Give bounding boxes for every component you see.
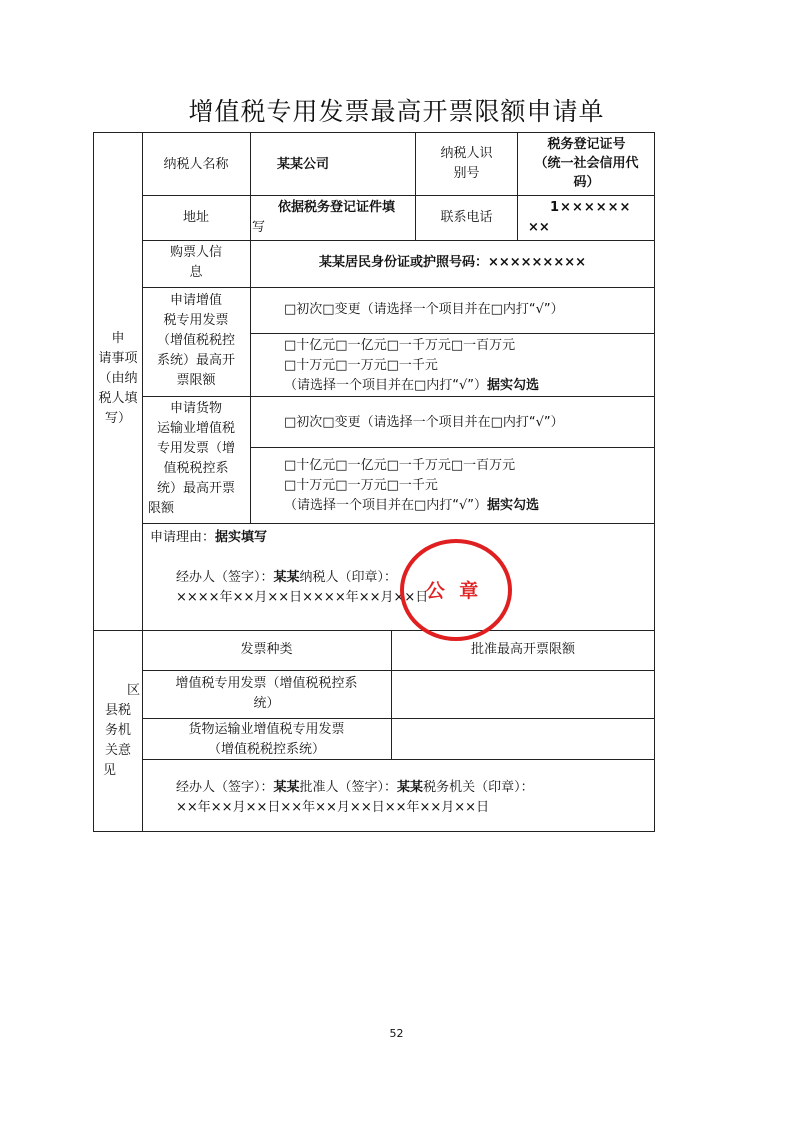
cargo-apply-type-option[interactable]: □初次□变更（请选择一个项目并在□内打“√”）: [284, 415, 564, 430]
tax-office-side-label: 区 县税 务机 关意 见: [103, 683, 140, 778]
page-title: 增值税专用发票最高开票限额申请单: [188, 97, 605, 126]
taxpayer-name-label: 纳税人名称: [163, 157, 229, 172]
buyer-label: 购票人信 息: [169, 245, 222, 280]
page-number: 52: [389, 1027, 404, 1040]
buyer-value: 某某居民身份证或护照号码：×××××××××: [318, 255, 587, 270]
approved-limit-header: 批准最高开票限额: [470, 642, 575, 657]
seal-text: 公 章: [425, 580, 483, 602]
tax-office-date: ××年××月××日××年××月××日××年××月××日: [176, 800, 490, 815]
taxpayer-id-label: 纳税人识 别号: [440, 146, 493, 181]
cargo-amount-options[interactable]: □十亿元□一亿元□一千万元□一百万元 □十万元□一万元□一千元 （请选择一个项目并在□内打“√”）据实勾选: [284, 458, 540, 513]
grid-line: [142, 670, 655, 671]
application-side-label: 申 请事项 （由纳 税人填 写）: [98, 331, 138, 426]
invoice-type-cargo: 货物运输业增值税专用发票 （增值税税控系统）: [188, 722, 345, 757]
grid-line: [250, 447, 655, 448]
grid-line: [142, 195, 655, 196]
tax-office-signature: 经办人（签字）：某某批准人（签字）：某某税务机关（印章）：: [176, 780, 534, 795]
grid-line: [250, 133, 251, 523]
vat-limit-label: 申请增值 税专用发票 （增值税税控 系统）最高开 票限额: [156, 293, 235, 388]
taxpayer-id-value: 税务登记证号 （统一社会信用代 码）: [534, 137, 639, 190]
address-value: 依据税务登记证件填 写: [252, 200, 396, 235]
applicant-date: ××××年××月××日××××年××月××日: [176, 590, 429, 605]
grid-line: [142, 396, 655, 397]
vat-amount-options[interactable]: □十亿元□一亿元□一千万元□一百万元 □十万元□一万元□一千元 （请选择一个项目并在□内打“√”）据实勾选: [284, 338, 540, 393]
invoice-type-vat: 增值税专用发票（增值税税控系 统）: [175, 676, 358, 711]
applicant-signature: 经办人（签字）：某某纳税人（印章）：: [176, 570, 398, 585]
grid-line: [250, 333, 655, 334]
application-reason: 申请理由：据实填写: [150, 530, 268, 545]
grid-line: [142, 523, 655, 524]
official-seal-stamp: [399, 538, 513, 642]
grid-line: [142, 287, 655, 288]
phone-label: 联系电话: [440, 210, 493, 225]
invoice-type-header: 发票种类: [240, 642, 293, 657]
address-label: 地址: [182, 210, 209, 225]
cargo-limit-label: 申请货物 运输业增值税 专用发票（增 值税税控系 统）最高开票 限额: [148, 401, 235, 516]
phone-value: 1×××××× ××: [528, 200, 632, 235]
application-form: [93, 132, 655, 832]
grid-line: [94, 630, 655, 631]
taxpayer-name-value: 某某公司: [277, 157, 330, 172]
grid-line: [142, 718, 655, 719]
grid-line: [142, 240, 655, 241]
vat-apply-type-option[interactable]: □初次□变更（请选择一个项目并在□内打“√”）: [284, 302, 564, 317]
